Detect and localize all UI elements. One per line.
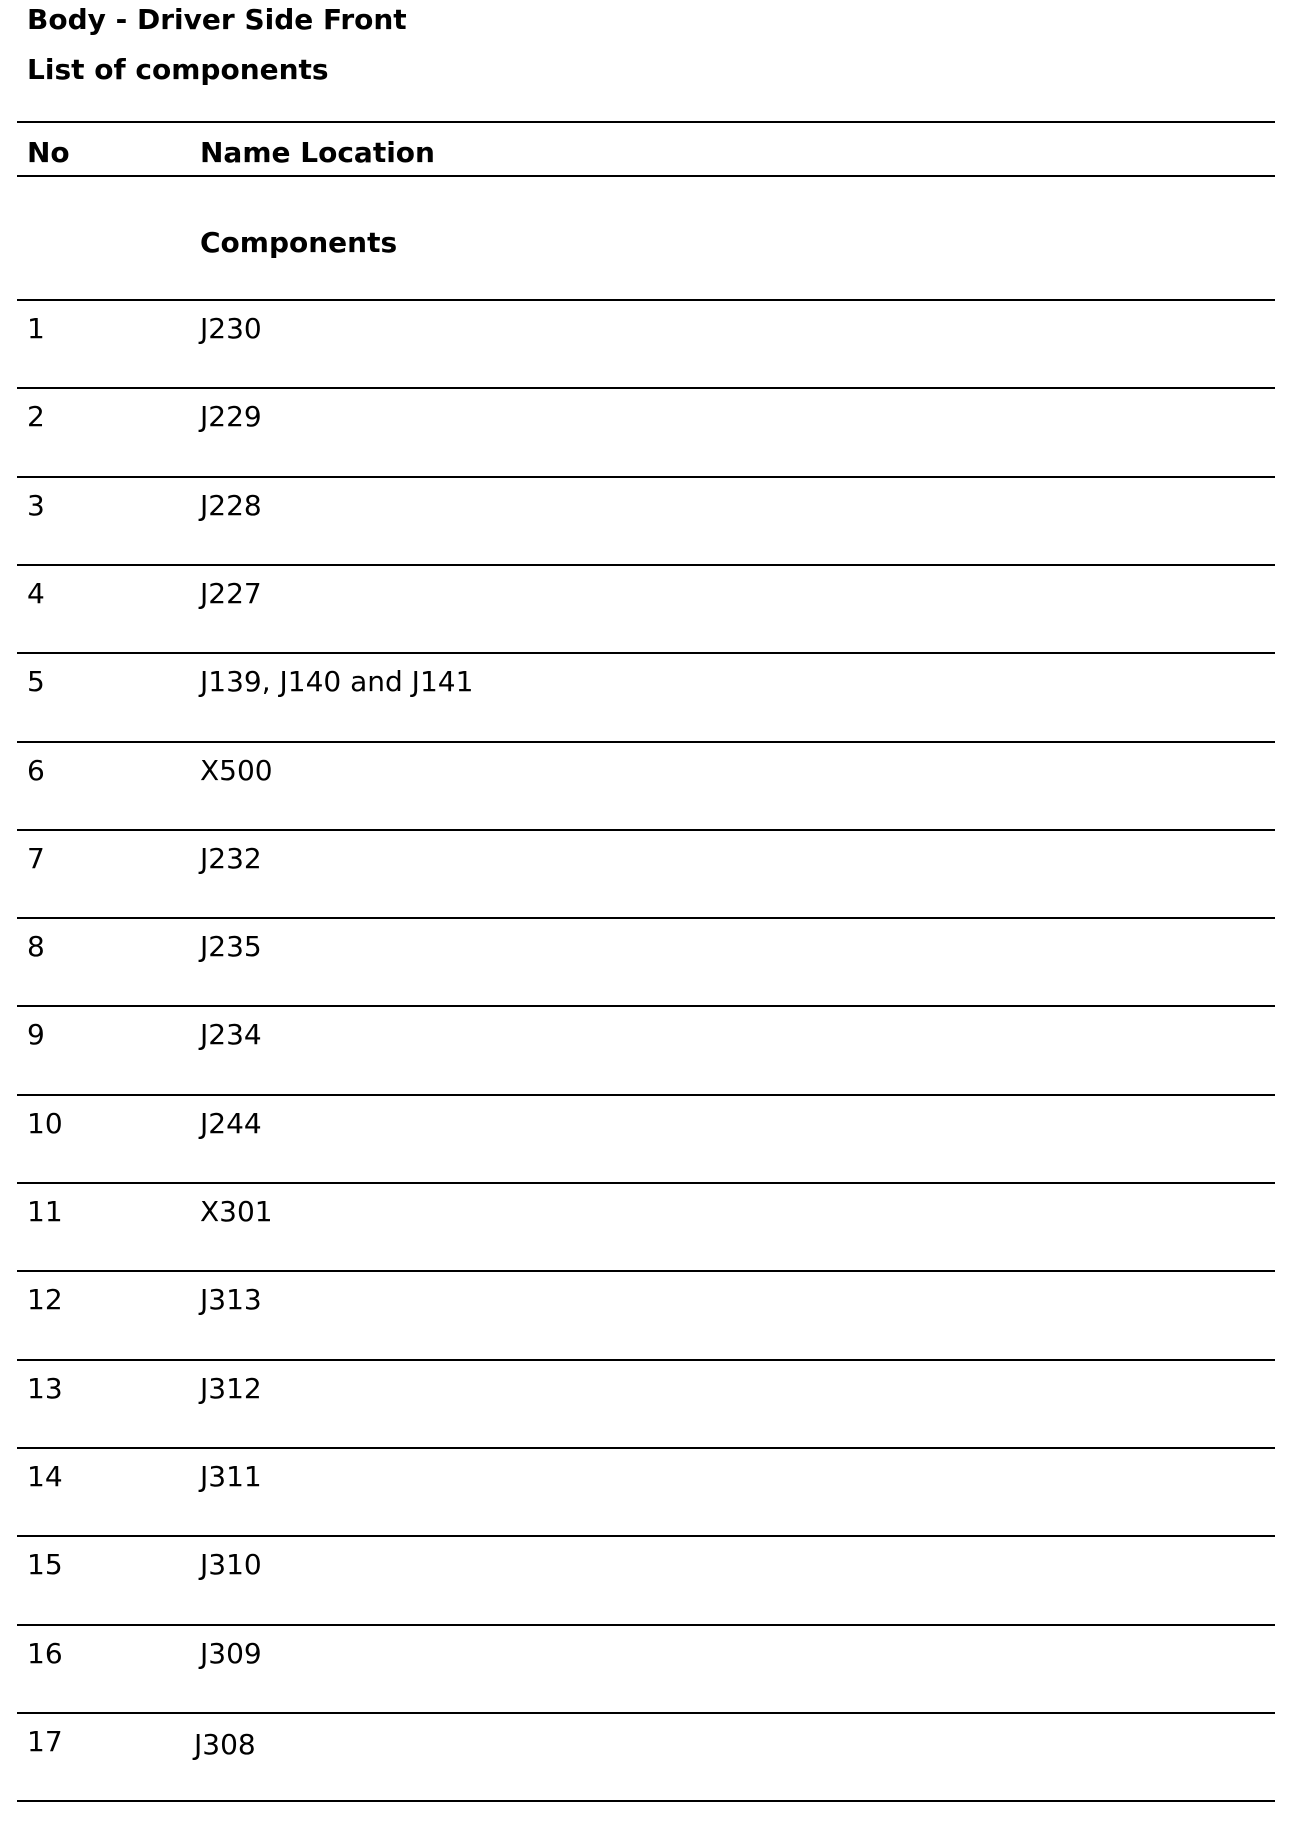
row-bottom-rule bbox=[17, 1182, 1275, 1184]
row-bottom-rule bbox=[17, 476, 1275, 478]
row-number: 11 bbox=[27, 1195, 63, 1228]
row-component-name: X500 bbox=[200, 754, 273, 787]
row-component-name: J235 bbox=[200, 930, 262, 963]
row-component-name: J309 bbox=[200, 1637, 262, 1670]
row-component-name: J234 bbox=[200, 1018, 262, 1051]
row-number: 5 bbox=[27, 665, 45, 698]
row-bottom-rule bbox=[17, 1005, 1275, 1007]
row-bottom-rule bbox=[17, 1447, 1275, 1449]
row-number: 14 bbox=[27, 1460, 63, 1493]
header-bottom-rule bbox=[17, 175, 1275, 177]
row-number: 1 bbox=[27, 312, 45, 345]
row-number: 8 bbox=[27, 930, 45, 963]
row-number: 7 bbox=[27, 842, 45, 875]
row-component-name: J311 bbox=[200, 1460, 262, 1493]
row-bottom-rule bbox=[17, 1094, 1275, 1096]
row-number: 13 bbox=[27, 1372, 63, 1405]
row-component-name: J312 bbox=[200, 1372, 262, 1405]
row-bottom-rule bbox=[17, 1359, 1275, 1361]
row-number: 2 bbox=[27, 400, 45, 433]
row-component-name: J227 bbox=[200, 577, 262, 610]
row-bottom-rule bbox=[17, 387, 1275, 389]
row-component-name: X301 bbox=[200, 1195, 273, 1228]
table-top-rule bbox=[17, 121, 1275, 123]
row-component-name: J244 bbox=[200, 1107, 262, 1140]
document-title: Body - Driver Side Front bbox=[27, 3, 407, 36]
document-subtitle: List of components bbox=[27, 53, 329, 86]
row-component-name: J139, J140 and J141 bbox=[200, 665, 474, 698]
row-component-name: J229 bbox=[200, 400, 262, 433]
row-bottom-rule bbox=[17, 829, 1275, 831]
row-component-name: J230 bbox=[200, 312, 262, 345]
row-number: 17 bbox=[27, 1725, 63, 1758]
column-header-name-location: Name Location bbox=[200, 136, 435, 169]
row-number: 16 bbox=[27, 1637, 63, 1670]
section-label-components: Components bbox=[200, 226, 398, 259]
row-number: 12 bbox=[27, 1283, 63, 1316]
row-number: 6 bbox=[27, 754, 45, 787]
row-number: 9 bbox=[27, 1018, 45, 1051]
section-bottom-rule bbox=[17, 299, 1275, 301]
row-number: 4 bbox=[27, 577, 45, 610]
row-component-name: J308 bbox=[194, 1728, 256, 1761]
row-component-name: J232 bbox=[200, 842, 262, 875]
row-bottom-rule bbox=[17, 1800, 1275, 1802]
row-component-name: J310 bbox=[200, 1548, 262, 1581]
row-bottom-rule bbox=[17, 1624, 1275, 1626]
row-bottom-rule bbox=[17, 1270, 1275, 1272]
row-bottom-rule bbox=[17, 741, 1275, 743]
row-bottom-rule bbox=[17, 564, 1275, 566]
column-header-no: No bbox=[27, 136, 70, 169]
row-bottom-rule bbox=[17, 1535, 1275, 1537]
row-bottom-rule bbox=[17, 1712, 1275, 1714]
row-bottom-rule bbox=[17, 917, 1275, 919]
row-component-name: J313 bbox=[200, 1283, 262, 1316]
row-number: 15 bbox=[27, 1548, 63, 1581]
row-bottom-rule bbox=[17, 652, 1275, 654]
row-number: 10 bbox=[27, 1107, 63, 1140]
row-component-name: J228 bbox=[200, 489, 262, 522]
row-number: 3 bbox=[27, 489, 45, 522]
